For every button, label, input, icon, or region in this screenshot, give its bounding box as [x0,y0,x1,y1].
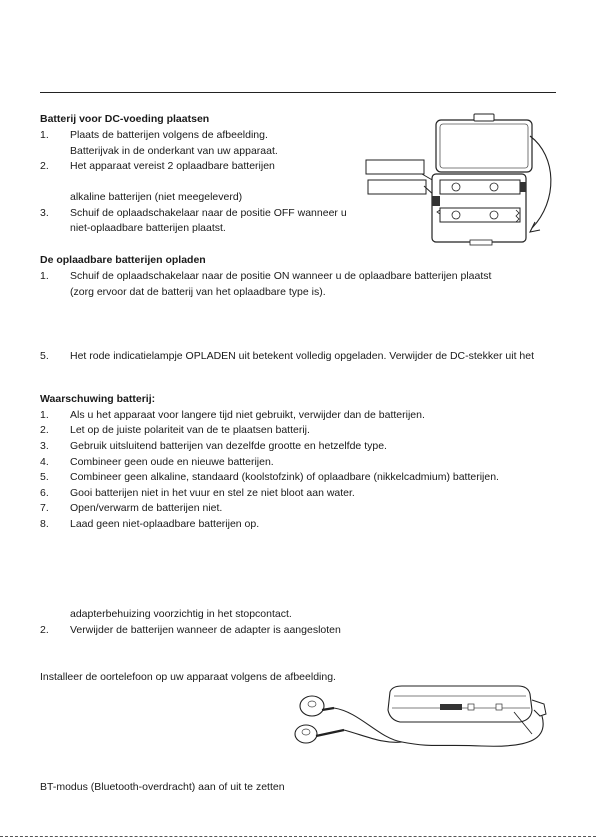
warning-item-2-num: 2. [40,424,49,436]
charging-item-1-line-1: Schuif de oplaadschakelaar naar de positie ON wanneer u de oplaadbare batterijen plaatst [70,270,492,282]
battery-item-3-line-2: niet-oplaadbare batterijen plaatst. [70,222,226,234]
battery-item-1-line-2: Batterijvak in de onderkant van uw apparaat. [70,145,278,157]
charging-heading: De oplaadbare batterijen opladen [40,254,206,266]
earbud-left-icon [300,696,334,716]
battery-lid [436,120,532,172]
battery-compartment-illustration [362,106,562,246]
page-bottom-edge [0,836,596,837]
warning-item-5-num: 5. [40,471,49,483]
warning-item-4-text: Combineer geen oude en nieuwe batterijen. [70,456,274,468]
battery-item-2-line-1: Het apparaat vereist 2 oplaadbare batterijen [70,160,275,172]
warning-item-4-num: 4. [40,456,49,468]
adapter-item-2-num: 2. [40,624,49,636]
charging-item-5-line-1: Het rode indicatielampje OPLADEN uit betekent volledig opgeladen. Verwijder de DC-stekker uit het [70,350,534,362]
battery-item-1-line-1: Plaats de batterijen volgens de afbeelding. [70,129,268,141]
earphone-plug [532,700,546,716]
warning-item-7-num: 7. [40,502,49,514]
warning-item-3-text: Gebruik uitsluitend batterijen van dezelfde grootte en hetzelfde type. [70,440,387,452]
battery-heading: Batterij voor DC-voeding plaatsen [40,113,210,125]
battery-item-3-line-1: Schuif de oplaadschakelaar naar de positie OFF wanneer u [70,207,347,219]
earphone-illustration [282,682,560,754]
warning-item-6-text: Gooi batterijen niet in het vuur en stel ze niet bloot aan water. [70,487,355,499]
battery-item-2-num: 2. [40,160,49,172]
warning-item-8-text: Laad geen niet-oplaadbare batterijen op. [70,518,260,530]
charging-item-1-line-2: (zorg ervoor dat de batterij van het oplaadbare type is). [70,286,326,298]
battery-item-2-line-2: alkaline batterijen (niet meegeleverd) [70,191,243,203]
warning-heading: Waarschuwing batterij: [40,393,156,405]
warning-item-1-text: Als u het apparaat voor langere tijd niet gebruikt, verwijder dan de batterijen. [70,409,425,421]
adapter-item-2-text: Verwijder de batterijen wanneer de adapter is aangesloten [70,624,341,636]
bt-mode-text: BT-modus (Bluetooth-overdracht) aan of uit te zetten [40,781,285,793]
earbud-right-icon [295,725,344,743]
charging-item-5-num: 5. [40,350,49,362]
warning-item-5-text: Combineer geen alkaline, standaard (koolstofzink) of oplaadbare (nikkelcadmium) batterijen. [70,471,499,483]
warning-item-3-num: 3. [40,440,49,452]
insert-lid-arrow [530,136,551,228]
charging-item-1-num: 1. [40,270,49,282]
warning-item-7-text: Open/verwarm de batterijen niet. [70,502,223,514]
battery-item-1-num: 1. [40,129,49,141]
earphone-instruction: Installeer de oortelefoon op uw apparaat volgens de afbeelding. [40,671,336,683]
warning-item-6-num: 6. [40,487,49,499]
warning-item-2-text: Let op de juiste polariteit van de te plaatsen batterij. [70,424,310,436]
warning-item-8-num: 8. [40,518,49,530]
header-rule [40,92,556,93]
loose-battery-top [366,160,424,174]
loose-battery-bottom [368,180,426,194]
adapter-line: adapterbehuizing voorzichtig in het stopcontact. [70,608,292,620]
warning-item-1-num: 1. [40,409,49,421]
battery-item-3-num: 3. [40,207,49,219]
